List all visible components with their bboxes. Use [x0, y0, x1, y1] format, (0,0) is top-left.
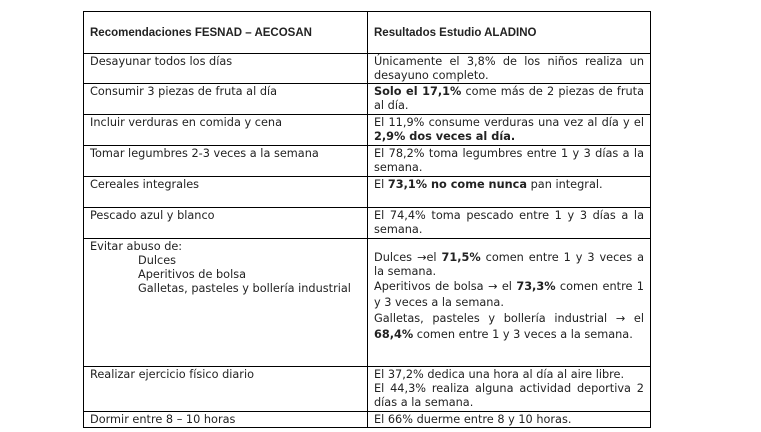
table-row: [84, 208, 651, 239]
result-text: pan integral.: [527, 178, 603, 191]
result-cell: [368, 239, 651, 367]
table-row: [84, 146, 651, 177]
result-cell: [368, 84, 651, 115]
result-outdoor: El 37,2% dedica una hora al día al aire libre.: [374, 368, 625, 381]
table-row: [84, 177, 651, 208]
table-row: [84, 239, 651, 367]
result-highlight: 73,1% no come nunca: [387, 178, 528, 191]
table-header-row: [84, 12, 651, 54]
table-row: [84, 84, 651, 115]
table-row: [84, 54, 651, 84]
result-snacks: Aperitivos de bolsa → el 73,3% comen entre 1 y 3 veces a la semana.: [374, 280, 644, 309]
recommendation-cell: Dormir entre 8 – 10 horas: [84, 412, 368, 428]
result-text: El 11,9% consume verduras una vez al día y el: [374, 116, 644, 129]
sub-item-snacks: Aperitivos de bolsa: [138, 268, 247, 281]
header-results: Resultados Estudio ALADINO: [368, 12, 651, 54]
sub-item-sweets: Dulces: [138, 254, 177, 267]
result-highlight: 2,9% dos veces al día.: [374, 130, 516, 143]
result-cell: [368, 177, 651, 208]
result-cell: [368, 367, 651, 412]
table-row: [84, 367, 651, 412]
recommendations-table: [83, 11, 651, 428]
result-text: El: [374, 178, 388, 191]
recommendation-cell: Tomar legumbres 2-3 veces a la semana: [84, 146, 368, 177]
recommendation-cell: [84, 239, 368, 367]
header-recommendations: Recomendaciones FESNAD – AECOSAN: [84, 12, 368, 54]
recommendation-cell: Cereales integrales: [84, 177, 368, 208]
recommendation-cell: Desayunar todos los días: [84, 54, 368, 84]
recommendation-cell: Consumir 3 piezas de fruta al día: [84, 84, 368, 115]
result-cell: [368, 115, 651, 146]
result-sweets: Dulces →el 71,5% comen entre 1 y 3 veces a la semana.: [374, 251, 644, 278]
result-cell: El 66% duerme entre 8 y 10 horas.: [368, 412, 651, 428]
result-cell: El 78,2% toma legumbres entre 1 y 3 días a la semana.: [368, 146, 651, 177]
recommendation-cell: Realizar ejercicio físico diario: [84, 367, 368, 412]
result-cell: El 74,4% toma pescado entre 1 y 3 días a la semana.: [368, 208, 651, 239]
recommendation-cell: Incluir verduras en comida y cena: [84, 115, 368, 146]
table-row: [84, 412, 651, 428]
table-row: [84, 115, 651, 146]
sub-item-pastries: Galletas, pasteles y bollería industrial: [138, 282, 351, 295]
result-highlight: Solo el 17,1%: [374, 85, 462, 98]
result-cell: Únicamente el 3,8% de los niños realiza un desayuno completo.: [368, 54, 651, 84]
result-text: come más de 2 piezas de fruta al día.: [374, 85, 644, 112]
recommendation-title: Evitar abuso de:: [90, 240, 183, 253]
result-sport: El 44,3% realiza alguna actividad deportiva 2 días a la semana.: [374, 382, 644, 409]
result-pastries: Galletas, pasteles y bollería industrial → el 68,4% comen entre 1 y 3 veces a la semana.: [374, 312, 644, 341]
recommendation-cell: Pescado azul y blanco: [84, 208, 368, 239]
